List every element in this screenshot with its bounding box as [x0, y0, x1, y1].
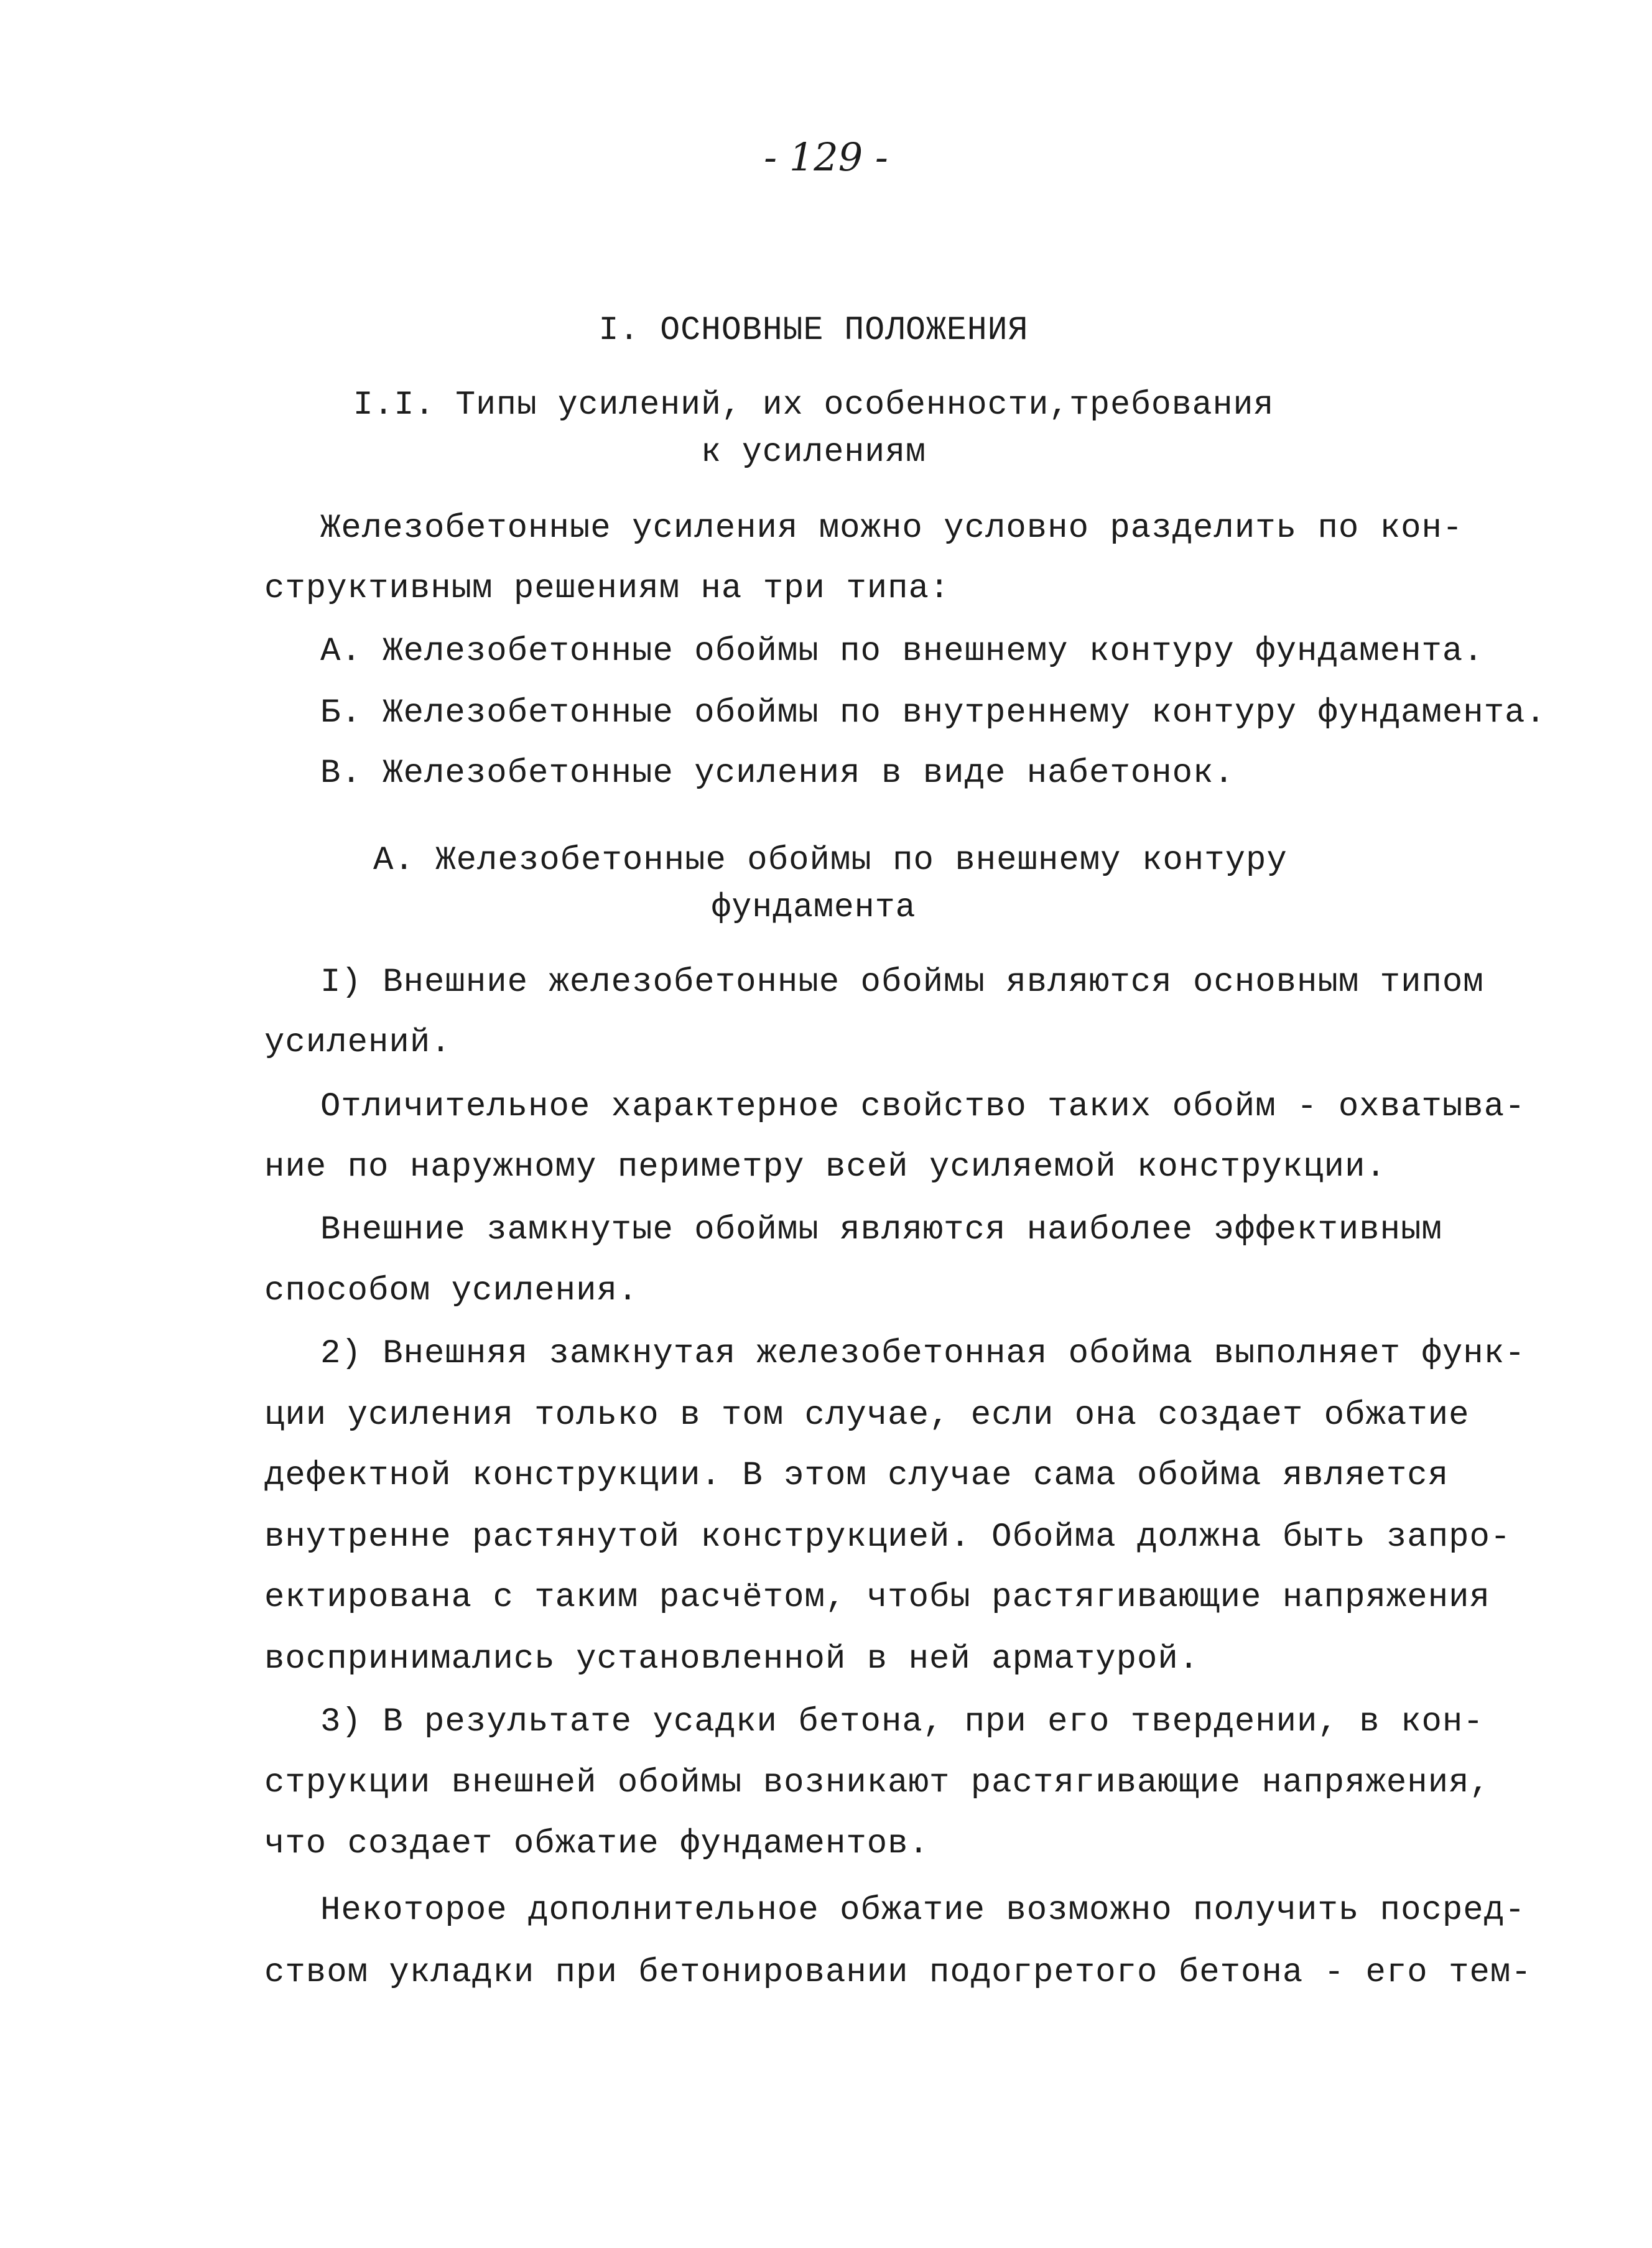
- type-item-b: Б. Железобетонные обоймы по внутреннему контуру фундамента.: [320, 694, 1546, 732]
- subheading-line-2: фундамента: [711, 889, 916, 927]
- subsection-title-line-2: к усилениям: [701, 434, 926, 471]
- paragraph-4-line-2: ции усиления только в том случае, если она создает обжатие: [264, 1396, 1470, 1434]
- paragraph-3-line-1: Внешние замкнутые обоймы являются наиболее эффективным: [320, 1211, 1442, 1249]
- paragraph-2-line-2: ние по наружному периметру всей усиляемой конструкции.: [264, 1148, 1386, 1186]
- paragraph-5-line-3: что создает обжатие фундаментов.: [264, 1825, 929, 1863]
- intro-line-2: структивным решениям на три типа:: [264, 570, 950, 608]
- paragraph-6-line-2: ством укладки при бетонировании подогретого бетона - его тем-: [264, 1954, 1532, 1992]
- paragraph-6-line-1: Некоторое дополнительное обжатие возможно получить посред-: [320, 1892, 1526, 1930]
- paragraph-1-line-2: усилений.: [264, 1024, 452, 1062]
- type-item-a: А. Железобетонные обоймы по внешнему контуру фундамента.: [320, 633, 1484, 671]
- paragraph-1-line-1: I) Внешние железобетонные обоймы являются основным типом: [320, 964, 1484, 1001]
- paragraph-3-line-2: способом усиления.: [264, 1272, 639, 1310]
- paragraph-4-line-4: внутренне растянутой конструкцией. Обойма должна быть запро-: [264, 1518, 1511, 1556]
- subsection-title-line-1: I.I. Типы усилений, их особенности,требования: [353, 386, 1274, 424]
- section-title: I. ОСНОВНЫЕ ПОЛОЖЕНИЯ: [598, 312, 1029, 350]
- type-item-c: В. Железобетонные усиления в виде набетонок.: [320, 755, 1235, 792]
- paragraph-4-line-1: 2) Внешняя замкнутая железобетонная обойма выполняет функ-: [320, 1335, 1526, 1373]
- paragraph-5-line-2: струкции внешней обоймы возникают растягивающие напряжения,: [264, 1764, 1490, 1802]
- paragraph-2-line-1: Отличительное характерное свойство таких обойм - охватыва-: [320, 1088, 1526, 1126]
- subheading-line-1: А. Железобетонные обоймы по внешнему контуру: [373, 842, 1288, 880]
- paragraph-5-line-1: 3) В результате усадки бетона, при его твердении, в кон-: [320, 1703, 1484, 1741]
- paragraph-4-line-6: воспринимались установленной в ней арматурой.: [264, 1640, 1200, 1678]
- intro-line-1: Железобетонные усиления можно условно разделить по кон-: [320, 509, 1464, 547]
- paragraph-4-line-3: дефектной конструкции. В этом случае сама обойма является: [264, 1457, 1449, 1495]
- paragraph-4-line-5: ектирована с таким расчётом, чтобы растягивающие напряжения: [264, 1579, 1490, 1617]
- page-number: - 129 -: [764, 134, 888, 180]
